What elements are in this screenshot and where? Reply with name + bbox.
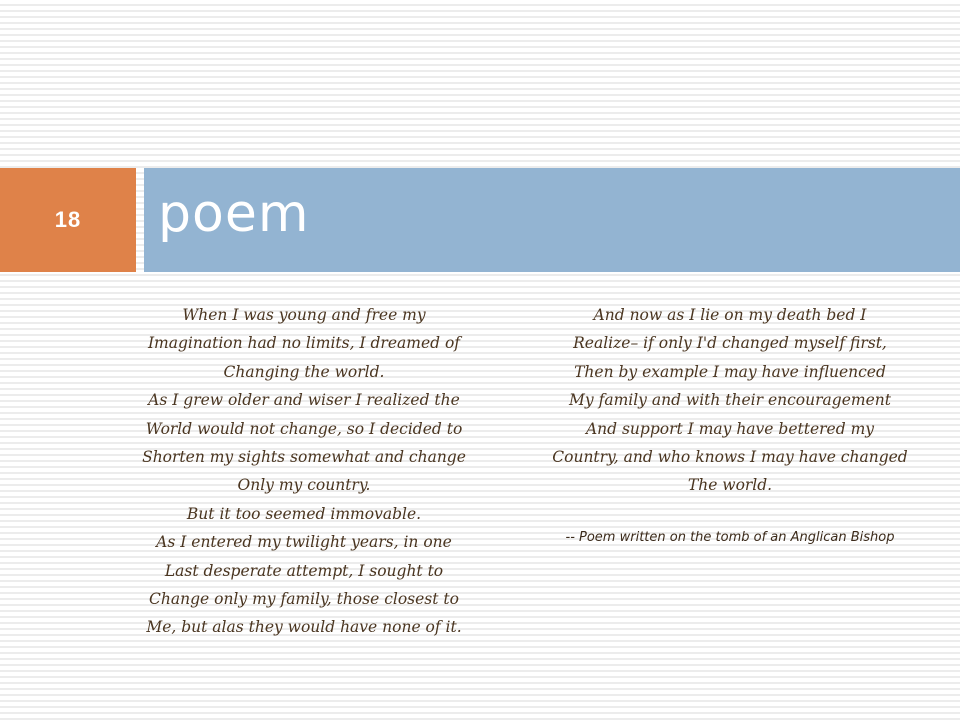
poem-line: Only my country. — [237, 476, 371, 495]
poem-line: As I grew older and wiser I realized the — [148, 391, 460, 410]
poem-right-column — [520, 301, 940, 548]
poem-line: World would not change, so I decided to — [145, 419, 463, 438]
poem-line: Changing the world. — [223, 362, 385, 381]
poem-line: And support I may have bettered my — [585, 419, 875, 438]
slide-title: poem — [158, 184, 310, 244]
poem-line: When I was young and free my — [182, 306, 426, 324]
poem-line: Imagination had no limits, I dreamed of — [147, 334, 461, 353]
poem-attribution: -- Poem written on the tomb of an Anglican Bishop — [565, 529, 895, 545]
poem-line: Country, and who knows I may have changed — [552, 448, 908, 467]
poem-line: Me, but alas they would have none of it. — [146, 618, 462, 637]
title-bar — [144, 168, 960, 272]
poem-line: Then by example I may have influenced — [574, 362, 886, 381]
slide-number-box — [0, 168, 136, 272]
poem-line: And now as I lie on my death bed I — [593, 306, 867, 324]
poem-left-column — [116, 301, 492, 642]
poem-line: Realize– if only I'd changed myself first, — [573, 334, 887, 353]
poem-line: Shorten my sights somewhat and change — [142, 448, 466, 467]
poem-line: As I entered my twilight years, in one — [156, 533, 452, 552]
poem-line: Change only my family, those closest to — [149, 590, 459, 609]
poem-line: My family and with their encouragement — [569, 391, 891, 410]
poem-line: But it too seemed immovable. — [186, 504, 422, 523]
poem-line: Last desperate attempt, I sought to — [164, 561, 444, 580]
slide-number: 18 — [54, 207, 82, 232]
poem-line: The world. — [687, 476, 773, 495]
